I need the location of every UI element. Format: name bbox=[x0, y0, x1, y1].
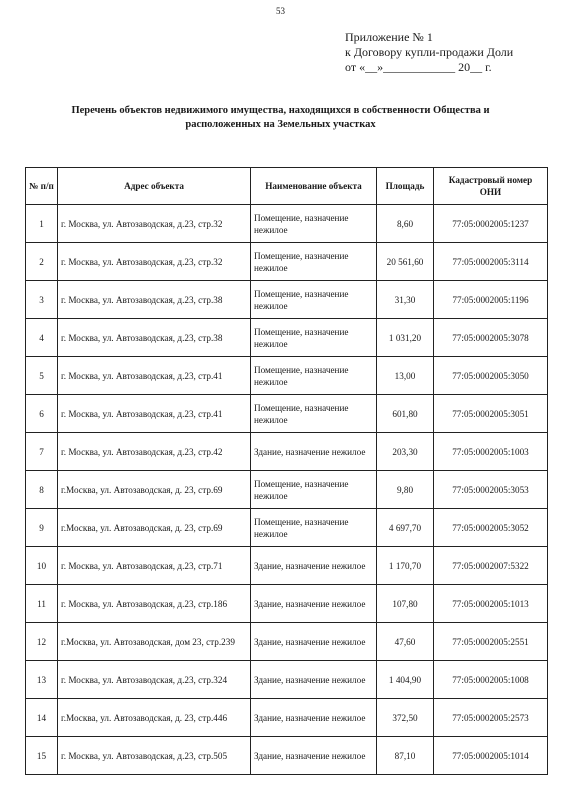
header-area: Площадь bbox=[377, 168, 434, 205]
table-row bbox=[26, 243, 548, 281]
row-address-cell: г. Москва, ул. Автозаводская, д.23, стр.41 bbox=[58, 395, 251, 433]
table-row bbox=[26, 737, 548, 775]
appendix-title: Приложение № 1 bbox=[345, 30, 433, 44]
row-object-name-cell: Помещение, назначение нежилое bbox=[251, 205, 377, 243]
table-row bbox=[26, 547, 548, 585]
table-row bbox=[26, 319, 548, 357]
row-cadastral-cell: 77:05:0002005:3078 bbox=[434, 319, 548, 357]
row-cadastral-cell: 77:05:0002005:2551 bbox=[434, 623, 548, 661]
table-row bbox=[26, 357, 548, 395]
header-cadastral-number: Кадастровый номер ОНИ bbox=[434, 168, 548, 205]
table-header-row bbox=[26, 168, 548, 205]
header-number: № п/п bbox=[26, 168, 58, 205]
row-area-cell: 20 561,60 bbox=[377, 243, 434, 281]
row-number-cell: 4 bbox=[26, 319, 58, 357]
document-title bbox=[40, 104, 521, 132]
row-number-cell: 1 bbox=[26, 205, 58, 243]
row-object-name-cell: Помещение, назначение нежилое bbox=[251, 357, 377, 395]
row-address-cell: г. Москва, ул. Автозаводская, д.23, стр.71 bbox=[58, 547, 251, 585]
row-address-cell: г. Москва, ул. Автозаводская, д.23, стр.186 bbox=[58, 585, 251, 623]
row-area-cell: 107,80 bbox=[377, 585, 434, 623]
row-cadastral-cell: 77:05:0002005:3052 bbox=[434, 509, 548, 547]
row-number-cell: 11 bbox=[26, 585, 58, 623]
row-area-cell: 4 697,70 bbox=[377, 509, 434, 547]
table-row bbox=[26, 395, 548, 433]
row-object-name-cell: Здание, назначение нежилое bbox=[251, 433, 377, 471]
header-object-name: Наименование объекта bbox=[251, 168, 377, 205]
row-address-cell: г. Москва, ул. Автозаводская, д.23, стр.38 bbox=[58, 281, 251, 319]
row-cadastral-cell: 77:05:0002005:3053 bbox=[434, 471, 548, 509]
table-row bbox=[26, 471, 548, 509]
row-cadastral-cell: 77:05:0002005:1003 bbox=[434, 433, 548, 471]
row-address-cell: г. Москва, ул. Автозаводская, д.23, стр.32 bbox=[58, 243, 251, 281]
table-row bbox=[26, 661, 548, 699]
row-number-cell: 14 bbox=[26, 699, 58, 737]
row-number-cell: 15 bbox=[26, 737, 58, 775]
row-address-cell: г.Москва, ул. Автозаводская, дом 23, стр.239 bbox=[58, 623, 251, 661]
header-address: Адрес объекта bbox=[58, 168, 251, 205]
row-cadastral-cell: 77:05:0002005:1013 bbox=[434, 585, 548, 623]
row-object-name-cell: Помещение, назначение нежилое bbox=[251, 281, 377, 319]
row-object-name-cell: Помещение, назначение нежилое bbox=[251, 243, 377, 281]
row-area-cell: 8,60 bbox=[377, 205, 434, 243]
row-address-cell: г. Москва, ул. Автозаводская, д.23, стр.324 bbox=[58, 661, 251, 699]
row-cadastral-cell: 77:05:0002005:1014 bbox=[434, 737, 548, 775]
row-number-cell: 6 bbox=[26, 395, 58, 433]
row-object-name-cell: Здание, назначение нежилое bbox=[251, 623, 377, 661]
row-area-cell: 1 031,20 bbox=[377, 319, 434, 357]
row-object-name-cell: Помещение, назначение нежилое bbox=[251, 509, 377, 547]
real-estate-objects-table bbox=[25, 167, 548, 775]
table-row bbox=[26, 623, 548, 661]
row-address-cell: г. Москва, ул. Автозаводская, д.23, стр.41 bbox=[58, 357, 251, 395]
row-number-cell: 2 bbox=[26, 243, 58, 281]
row-address-cell: г. Москва, ул. Автозаводская, д.23, стр.505 bbox=[58, 737, 251, 775]
row-area-cell: 31,30 bbox=[377, 281, 434, 319]
row-object-name-cell: Здание, назначение нежилое bbox=[251, 585, 377, 623]
row-address-cell: г. Москва, ул. Автозаводская, д.23, стр.32 bbox=[58, 205, 251, 243]
row-area-cell: 601,80 bbox=[377, 395, 434, 433]
document-title-line-1: Перечень объектов недвижимого имущества, находящихся в собственности Общества и bbox=[71, 105, 490, 116]
row-cadastral-cell: 77:05:0002005:3051 bbox=[434, 395, 548, 433]
row-area-cell: 87,10 bbox=[377, 737, 434, 775]
row-object-name-cell: Помещение, назначение нежилое bbox=[251, 395, 377, 433]
table-row bbox=[26, 205, 548, 243]
page-number: 53 bbox=[276, 6, 285, 16]
row-address-cell: г.Москва, ул. Автозаводская, д. 23, стр.69 bbox=[58, 471, 251, 509]
row-area-cell: 9,80 bbox=[377, 471, 434, 509]
row-area-cell: 13,00 bbox=[377, 357, 434, 395]
row-object-name-cell: Помещение, назначение нежилое bbox=[251, 319, 377, 357]
row-area-cell: 372,50 bbox=[377, 699, 434, 737]
row-cadastral-cell: 77:05:0002005:2573 bbox=[434, 699, 548, 737]
row-area-cell: 203,30 bbox=[377, 433, 434, 471]
row-cadastral-cell: 77:05:0002005:3050 bbox=[434, 357, 548, 395]
row-object-name-cell: Помещение, назначение нежилое bbox=[251, 471, 377, 509]
row-number-cell: 3 bbox=[26, 281, 58, 319]
appendix-header bbox=[345, 30, 513, 75]
row-area-cell: 1 404,90 bbox=[377, 661, 434, 699]
table-row bbox=[26, 281, 548, 319]
row-address-cell: г. Москва, ул. Автозаводская, д.23, стр.42 bbox=[58, 433, 251, 471]
row-address-cell: г. Москва, ул. Автозаводская, д.23, стр.38 bbox=[58, 319, 251, 357]
row-number-cell: 10 bbox=[26, 547, 58, 585]
appendix-contract-reference: к Договору купли-продажи Доли bbox=[345, 45, 514, 59]
row-cadastral-cell: 77:05:0002007:5322 bbox=[434, 547, 548, 585]
row-cadastral-cell: 77:05:0002005:1008 bbox=[434, 661, 548, 699]
row-number-cell: 13 bbox=[26, 661, 58, 699]
row-number-cell: 8 bbox=[26, 471, 58, 509]
table-row bbox=[26, 699, 548, 737]
row-number-cell: 9 bbox=[26, 509, 58, 547]
row-area-cell: 47,60 bbox=[377, 623, 434, 661]
row-cadastral-cell: 77:05:0002005:3114 bbox=[434, 243, 548, 281]
row-address-cell: г.Москва, ул. Автозаводская, д. 23, стр.69 bbox=[58, 509, 251, 547]
table-row bbox=[26, 433, 548, 471]
row-number-cell: 5 bbox=[26, 357, 58, 395]
row-number-cell: 7 bbox=[26, 433, 58, 471]
row-number-cell: 12 bbox=[26, 623, 58, 661]
row-object-name-cell: Здание, назначение нежилое bbox=[251, 661, 377, 699]
row-area-cell: 1 170,70 bbox=[377, 547, 434, 585]
row-cadastral-cell: 77:05:0002005:1237 bbox=[434, 205, 548, 243]
document-title-line-2: расположенных на Земельных участках bbox=[185, 119, 376, 130]
row-object-name-cell: Здание, назначение нежилое bbox=[251, 547, 377, 585]
row-object-name-cell: Здание, назначение нежилое bbox=[251, 737, 377, 775]
row-cadastral-cell: 77:05:0002005:1196 bbox=[434, 281, 548, 319]
row-object-name-cell: Здание, назначение нежилое bbox=[251, 699, 377, 737]
appendix-date: от «__»____________ 20__ г. bbox=[345, 60, 492, 74]
table-row bbox=[26, 509, 548, 547]
row-address-cell: г.Москва, ул. Автозаводская, д. 23, стр.446 bbox=[58, 699, 251, 737]
table-row bbox=[26, 585, 548, 623]
